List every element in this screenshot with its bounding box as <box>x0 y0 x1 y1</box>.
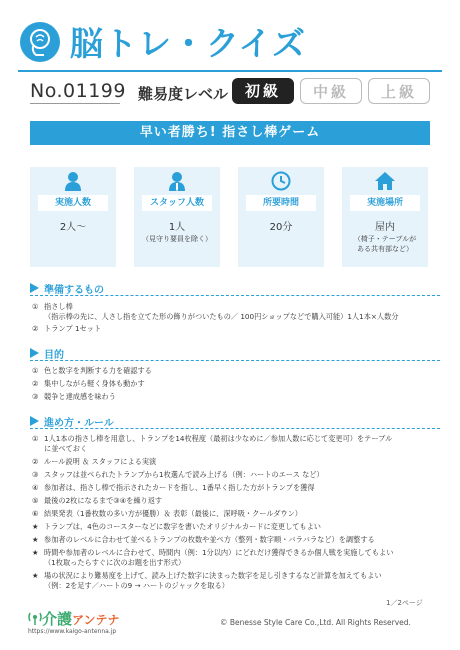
star-marker: ★ <box>32 571 39 580</box>
list-text: トランプは、4色のコースターなどに数字を書いたオリジナルカードに変更してもよい <box>44 522 321 531</box>
list-marker: ② <box>32 457 39 466</box>
participants-value: 2人～ <box>59 222 87 233</box>
location-note: （椅子・テーブルが ある共有部など） <box>353 235 417 253</box>
list-item <box>32 535 442 545</box>
logo-kaigo-text: 介護 <box>42 610 73 628</box>
list-text: スタッフは並べられたトランプから1枚選んで読み上げる（例：ハートのエース など） <box>44 470 324 479</box>
list-item <box>32 434 442 454</box>
list-marker: ② <box>32 379 39 388</box>
list-item <box>32 470 442 480</box>
header-divider <box>18 70 442 72</box>
page-number: 1／2ページ <box>386 599 423 607</box>
location-value: 屋内 <box>375 222 395 233</box>
list-item <box>32 483 442 493</box>
difficulty-label: 難易度レベル <box>138 85 229 103</box>
list-text: 参加者は、指さし棒で指示されたカードを指し、1番早く指した方がトランプを獲得 <box>44 483 315 492</box>
section-prep-title: 準備するもの <box>44 285 104 296</box>
list-item <box>32 379 442 389</box>
person-icon <box>63 171 83 191</box>
list-text: トランプ 1セット <box>44 324 102 333</box>
staff-icon <box>167 171 187 191</box>
section-marker-icon <box>30 348 39 358</box>
star-marker: ★ <box>32 522 39 531</box>
list-text: 競争と達成感を味わう <box>44 392 116 401</box>
list-item <box>32 457 442 467</box>
list-text: ルール説明 ＆ スタッフによる実演 <box>44 457 157 466</box>
list-text: 最後の2枚になるまで③④を繰り返す <box>44 496 163 505</box>
page-title: 脳トレ・クイズ <box>70 24 307 63</box>
list-text: 集中しながら軽く身体も動かす <box>44 379 145 388</box>
list-marker: ① <box>32 366 39 375</box>
list-marker: ② <box>32 324 39 333</box>
location-heading: 実施場所 <box>350 195 420 211</box>
staff-value: 1人 <box>168 222 186 233</box>
duration-card <box>238 167 324 267</box>
brain-logo-icon <box>20 22 60 62</box>
section-marker-icon <box>30 416 39 426</box>
section-marker-icon <box>30 283 39 293</box>
site-url[interactable]: https://www.kaigo-antenna.jp <box>28 628 117 635</box>
section-prep-header <box>30 281 440 295</box>
list-text: 色と数字を判断する力を確認する <box>44 366 152 375</box>
list-marker: ⑥ <box>32 509 39 518</box>
staff-card <box>134 167 220 267</box>
list-marker: ① <box>32 302 39 311</box>
staff-note: （見守り要員を除く） <box>142 235 212 243</box>
list-marker: ③ <box>32 392 39 401</box>
list-item <box>32 496 442 506</box>
star-marker: ★ <box>32 548 39 557</box>
list-marker: ④ <box>32 483 39 492</box>
quiz-number: No.01199 <box>30 80 126 102</box>
list-item <box>32 522 442 532</box>
list-item <box>32 548 442 568</box>
list-item <box>32 302 442 322</box>
kaigo-antenna-logo <box>28 608 120 629</box>
list-item <box>32 366 442 376</box>
list-marker: ① <box>32 434 39 443</box>
section-rules-header <box>30 414 440 428</box>
list-text: 時間や参加者のレベルに合わせて、時間内（例：1分以内）にどれだけ獲得できるか個人戦を実施してもよい （1枚取ったらすぐに次のお題を出す形式） <box>44 548 394 567</box>
level-advanced-badge: 上級 <box>368 78 430 104</box>
section-divider <box>30 295 440 296</box>
section-purpose-title: 目的 <box>44 350 64 361</box>
antenna-icon <box>28 611 42 625</box>
section-purpose-header <box>30 346 440 360</box>
game-title-banner: 早い者勝ち! 指さし棒ゲーム <box>30 121 430 145</box>
list-text: 結果発表（1番枚数の多い方が優勝）＆ 表彰（最後に、深呼吸・クールダウン） <box>44 509 302 518</box>
participants-heading: 実施人数 <box>38 195 108 211</box>
section-rules-title: 進め方・ルール <box>44 418 114 429</box>
clock-icon <box>271 171 291 191</box>
copyright: © Benesse Style Care Co.,Ltd. All Rights Reserved. <box>220 618 411 627</box>
staff-heading: スタッフ人数 <box>142 195 212 211</box>
participants-card <box>30 167 116 267</box>
duration-heading: 所要時間 <box>246 195 316 211</box>
list-text: 参加者のレベルに合わせて並べるトランプの枚数や並べ方（整列・数字順・バラバラなど）を調整する <box>44 535 375 544</box>
list-text: 場の状況により難易度を上げて、読み上げた数字に決まった数字を足し引きするなど計算を加えてもよい （例：2を足す／ハートの9 → ハートのジャックを取る） <box>44 571 382 590</box>
location-card <box>342 167 428 267</box>
list-item <box>32 392 442 402</box>
star-marker: ★ <box>32 535 39 544</box>
list-text: 指さし棒 （指示棒の先に、人さし指を立てた形の飾りがついたもの／ 100円ショップなどで購入可能）1人1本×人数分 <box>44 302 399 321</box>
quiz-number-underline <box>30 103 120 104</box>
list-text: 1人1本の指さし棒を用意し、トランプを14枚程度（最初は少なめに／参加人数に応じて変更可）をテーブル に並べておく <box>44 434 393 453</box>
list-marker: ⑤ <box>32 496 39 505</box>
level-beginner-badge: 初級 <box>232 78 294 104</box>
section-divider <box>30 360 440 361</box>
logo-antenna-text: アンテナ <box>72 613 120 627</box>
list-item <box>32 509 442 519</box>
list-item <box>32 571 442 591</box>
section-divider <box>30 428 440 429</box>
list-marker: ③ <box>32 470 39 479</box>
duration-value: 20分 <box>269 222 293 233</box>
level-intermediate-badge: 中級 <box>300 78 362 104</box>
list-item <box>32 324 442 334</box>
house-icon <box>375 171 395 191</box>
